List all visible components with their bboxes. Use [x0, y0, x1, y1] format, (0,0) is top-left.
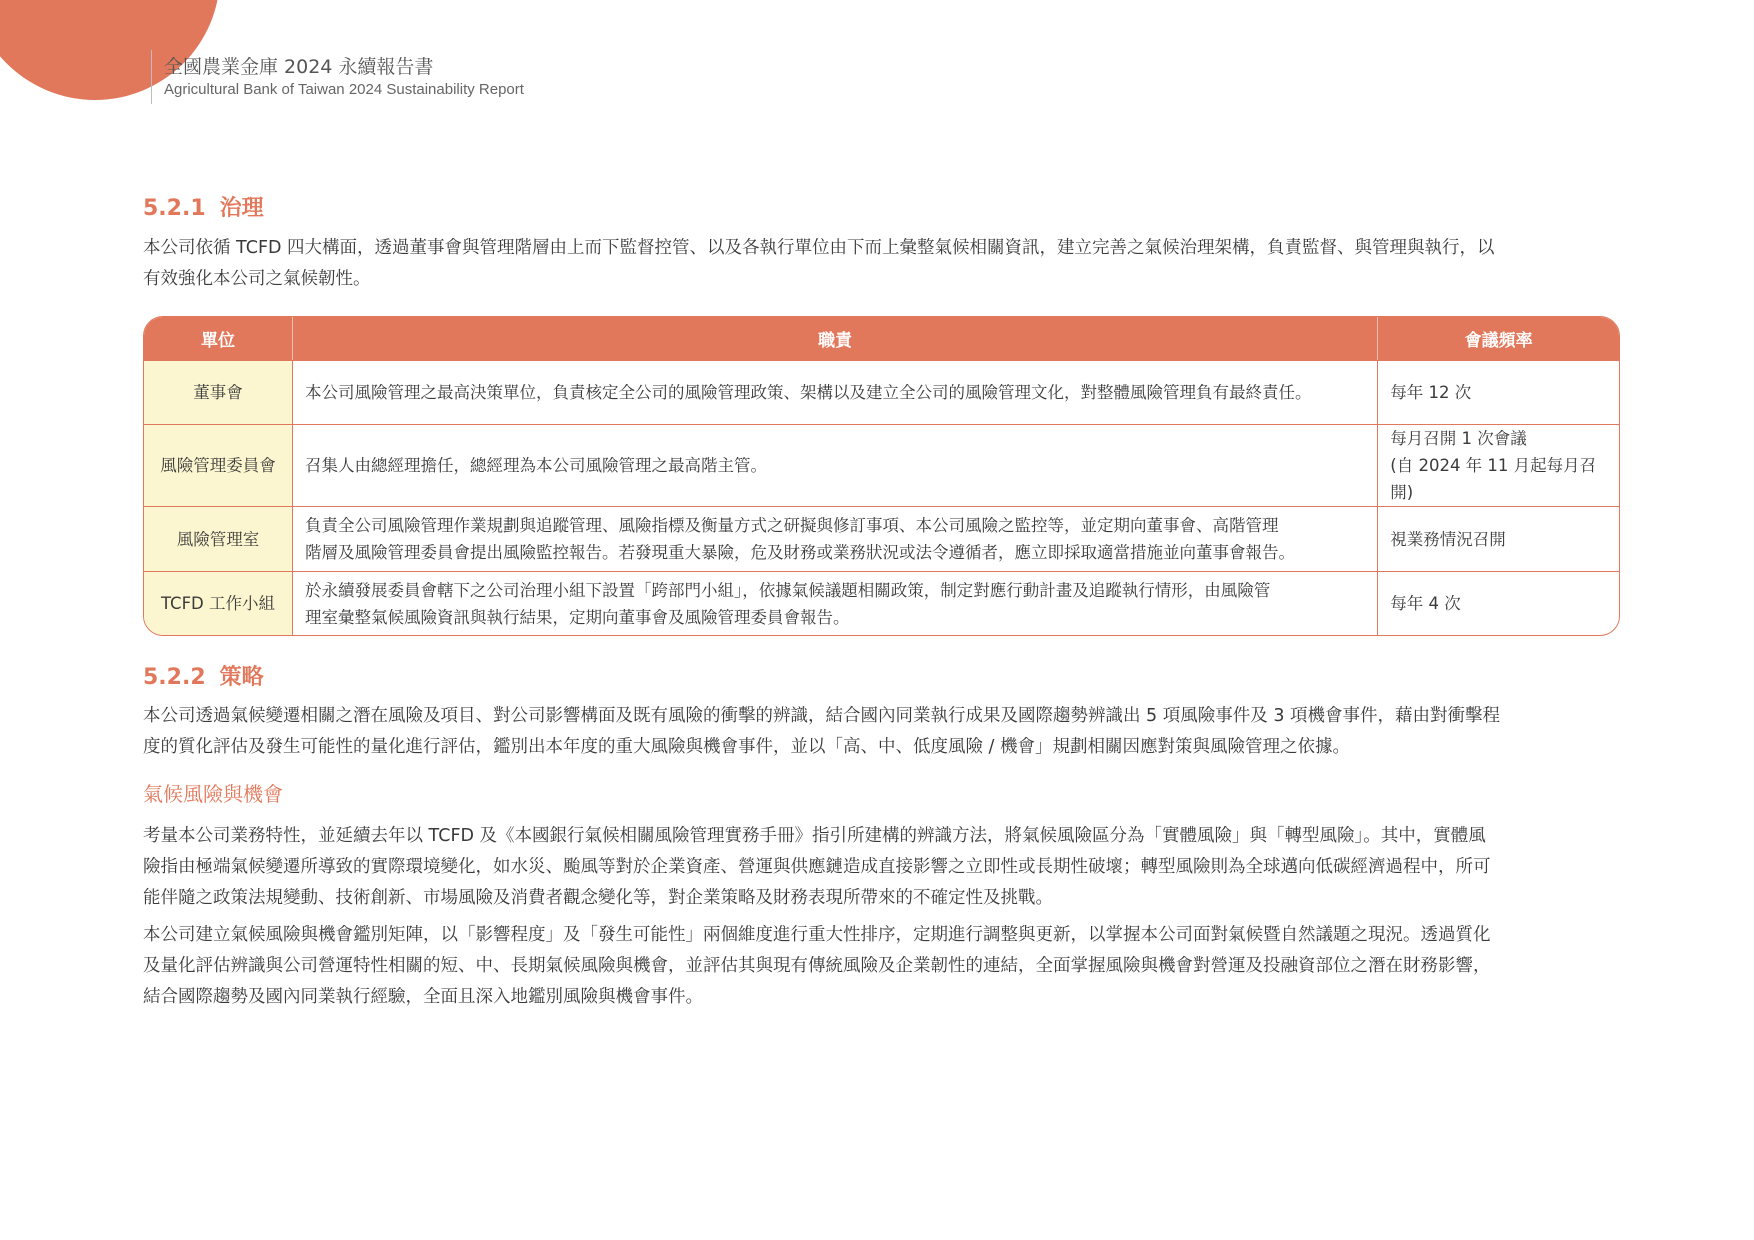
duty-line: 理室彙整氣候風險資訊與執行結果，定期向董事會及風險管理委員會報告。 [304, 607, 850, 627]
unit-cell: TCFD 工作小組 [144, 571, 293, 635]
text-line: 度的質化評估及發生可能性的量化進行評估，鑑別出本年度的重大風險與機會事件，並以「高、中、低度風險 / 機會」規劃相關因應對策與風險管理之依據。 [143, 737, 1351, 757]
text-line: 考量本公司業務特性，並延續去年以 TCFD 及《本國銀行氣候相關風險管理實務手冊》指引所建構的辨識方法，將氣候風險區分為「實體風險」與「轉型風險」。其中，實體風 [143, 826, 1486, 846]
text-line: 能伴隨之政策法規變動、技術創新、市場風險及消費者觀念變化等，對企業策略及財務表現所帶來的不確定性及挑戰。 [143, 888, 1053, 908]
subheading-climate-risk: 氣候風險與機會 [143, 782, 283, 806]
text-line: 有效強化本公司之氣候韌性。 [143, 269, 371, 289]
duty-line: 負責全公司風險管理作業規劃與追蹤管理、風險指標及衡量方式之研擬與修訂事項、本公司風險之監控等，並定期向董事會、高階管理 [304, 516, 1279, 535]
climate-risk-paragraph-2 [143, 920, 1623, 1013]
table-header-row [144, 317, 1619, 360]
strategy-intro [143, 701, 1623, 763]
frequency-line: 每年 4 次 [1390, 594, 1461, 613]
column-header-unit: 單位 [144, 317, 293, 360]
report-title-en: Agricultural Bank of Taiwan 2024 Sustainability Report [164, 81, 524, 98]
frequency-cell [1378, 571, 1619, 635]
unit-cell: 董事會 [144, 360, 293, 424]
section-title: 治理 [219, 196, 264, 221]
duty-cell [293, 360, 1378, 424]
duty-line: 本公司風險管理之最高決策單位，負責核定全公司的風險管理政策、架構以及建立全公司的風險管理文化，對整體風險管理負有最終責任。 [304, 383, 1312, 402]
section-heading-governance [143, 191, 264, 222]
duty-line: 階層及風險管理委員會提出風險監控報告。若發現重大暴險，危及財務或業務狀況或法令遵循者，應立即採取適當措施並向董事會報告。 [304, 543, 1295, 562]
section-title: 策略 [219, 665, 264, 690]
text-line: 本公司透過氣候變遷相關之潛在風險及項目、對公司影響構面及既有風險的衝擊的辨識，結合國內同業執行成果及國際趨勢辨識出 5 項風險事件及 3 項機會事件，藉由對衝擊程 [143, 706, 1501, 726]
table-row [144, 571, 1619, 635]
frequency-cell [1378, 506, 1619, 571]
unit-cell: 風險管理室 [144, 506, 293, 571]
frequency-line: 每年 12 次 [1390, 383, 1472, 402]
section-number: 5.2.1 [143, 196, 206, 221]
text-line: 險指由極端氣候變遷所導致的實際環境變化，如水災、颱風等對於企業資產、營運與供應鏈造成直接影響之立即性或長期性破壞；轉型風險則為全球邁向低碳經濟過程中，所可 [143, 857, 1491, 877]
duty-line: 於永續發展委員會轄下之公司治理小組下設置「跨部門小組」，依據氣候議題相關政策，制定對應行動計畫及追蹤執行情形，由風險管 [304, 580, 1271, 600]
duty-cell [293, 424, 1378, 506]
text-line: 本公司依循 TCFD 四大構面，透過董事會與管理階層由上而下監督控管、以及各執行單位由下而上彙整氣候相關資訊，建立完善之氣候治理架構，負責監督、與管理與執行，以 [143, 238, 1495, 258]
duty-line: 召集人由總經理擔任，總經理為本公司風險管理之最高階主管。 [304, 456, 767, 475]
unit-cell: 風險管理委員會 [144, 424, 293, 506]
table-row [144, 506, 1619, 571]
table-row [144, 424, 1619, 506]
governance-table [143, 316, 1620, 636]
climate-risk-paragraph-1 [143, 821, 1623, 914]
table-row [144, 360, 1619, 424]
frequency-line: 每月召開 1 次會議 [1390, 429, 1527, 448]
section-heading-strategy [143, 660, 264, 691]
text-line: 本公司建立氣候風險與機會鑑別矩陣，以「影響程度」及「發生可能性」兩個維度進行重大性排序，定期進行調整與更新，以掌握本公司面對氣候暨自然議題之現況。透過質化 [143, 925, 1491, 945]
text-line: 結合國際趨勢及國內同業執行經驗，全面且深入地鑑別風險與機會事件。 [143, 987, 703, 1007]
text-line: 及量化評估辨識與公司營運特性相關的短、中、長期氣候風險與機會，並評估其與現有傳統風險及企業韌性的連結，全面掌握風險與機會對營運及投融資部位之潛在財務影響， [143, 956, 1491, 976]
frequency-note: (自 2024 年 11 月起每月召開) [1390, 456, 1597, 502]
governance-intro [143, 233, 1623, 295]
column-header-duty: 職責 [293, 317, 1378, 360]
duty-cell [293, 506, 1378, 571]
duty-cell [293, 571, 1378, 635]
frequency-cell [1378, 424, 1619, 506]
header-divider [151, 50, 152, 104]
column-header-frequency: 會議頻率 [1378, 317, 1619, 360]
section-number: 5.2.2 [143, 665, 206, 690]
report-title-zh: 全國農業金庫 2024 永續報告書 [164, 56, 434, 78]
page-number: 104 [76, 46, 140, 88]
frequency-cell [1378, 360, 1619, 424]
frequency-line: 視業務情況召開 [1390, 529, 1506, 549]
